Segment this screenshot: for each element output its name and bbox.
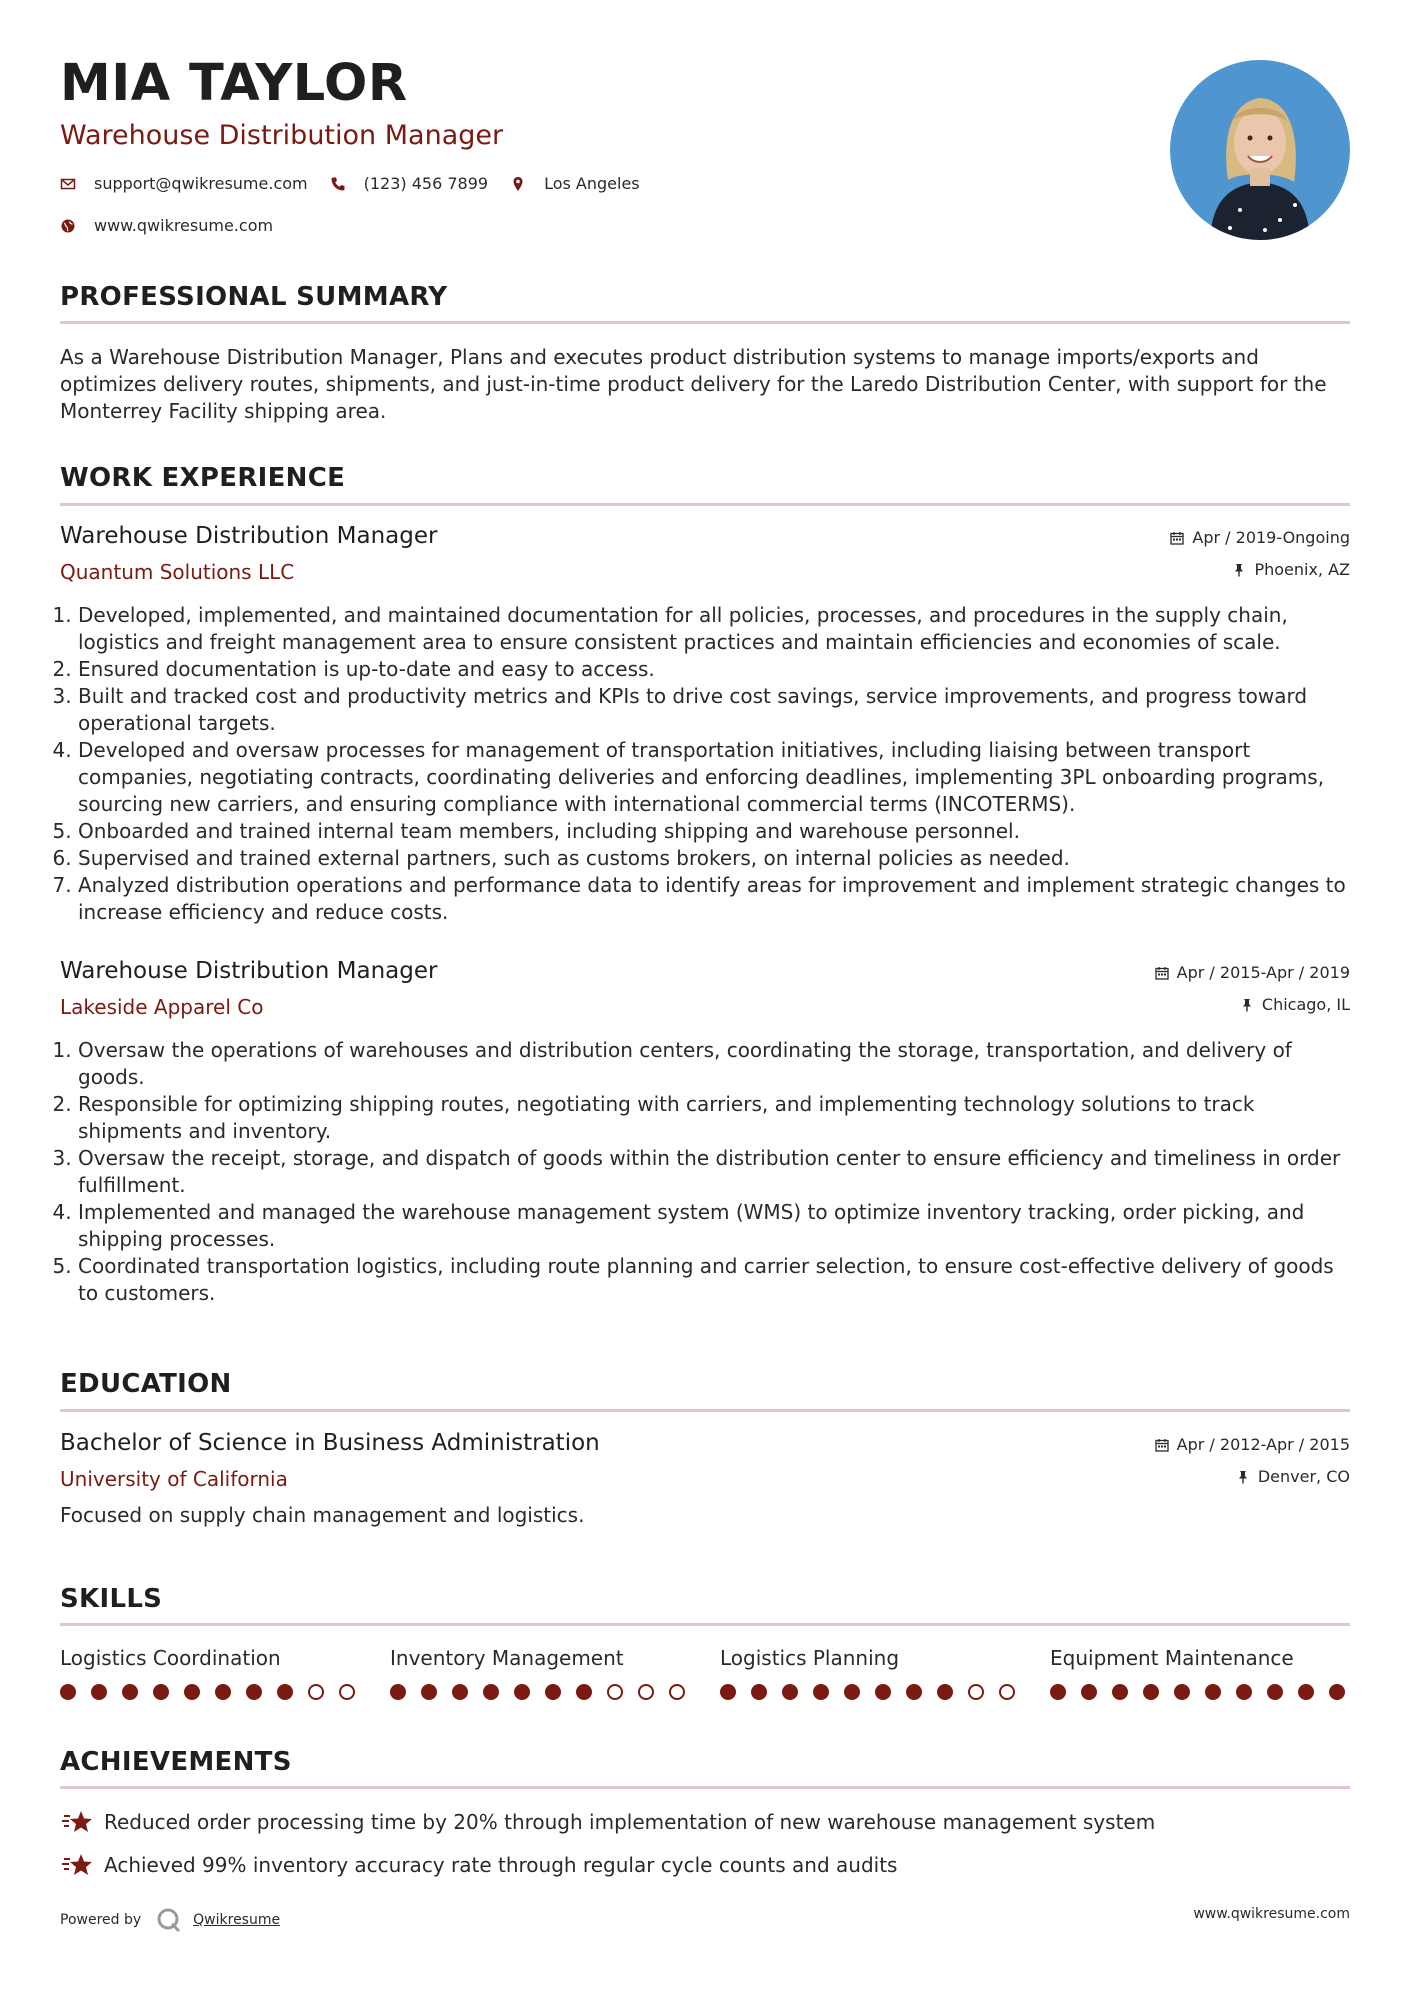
list-item: 7. Analyzed distribution operations and performance data to identify areas for improvement and implement strategic changes to increase efficiency and reduce costs. xyxy=(78,872,1350,926)
powered-by-label: Powered by xyxy=(60,1912,142,1928)
job-company: Lakeside Apparel Co xyxy=(60,995,264,1019)
rating-dot-filled xyxy=(1143,1684,1159,1700)
rating-dot-filled xyxy=(483,1684,499,1700)
rating-dot-filled xyxy=(751,1684,767,1700)
calendar-icon xyxy=(1155,966,1169,980)
job-dates xyxy=(1170,528,1350,547)
list-item: 6. Supervised and trained external partners, such as customs brokers, on internal policies as needed. xyxy=(78,845,1350,872)
resume-page xyxy=(60,0,1350,1990)
website-row xyxy=(60,216,295,235)
section-title-education: EDUCATION xyxy=(60,1369,232,1399)
star-award-icon xyxy=(60,1808,94,1836)
rating-dot-filled xyxy=(906,1684,922,1700)
section-divider xyxy=(60,1409,1350,1412)
list-item: 4. Developed and oversaw processes for management of transportation initiatives, including liaising between transport companies, negotiating contracts, coordinating deliveries and enforcing deadlines, implementing 3PL onboarding programs, sourcing new carriers, and ensuring compliance with international commercial terms (INCOTERMS). xyxy=(78,737,1350,818)
rating-dot-filled xyxy=(844,1684,860,1700)
list-item: 5. Coordinated transportation logistics, including route planning and carrier selection, to ensure cost-effective delivery of goods to customers. xyxy=(78,1253,1350,1307)
skill-item xyxy=(720,1646,1020,1670)
brand-link[interactable]: Qwikresume xyxy=(193,1912,281,1928)
education-location-text: Denver, CO xyxy=(1257,1467,1350,1486)
list-item: 2. Ensured documentation is up-to-date and easy to access. xyxy=(78,656,1350,683)
calendar-icon xyxy=(1170,531,1184,545)
skill-name: Logistics Coordination xyxy=(60,1646,281,1670)
rating-dot-filled xyxy=(1298,1684,1314,1700)
rating-dot-filled xyxy=(1236,1684,1252,1700)
envelope-icon xyxy=(60,176,76,192)
section-divider xyxy=(60,1623,1350,1626)
section-divider xyxy=(60,1786,1350,1789)
candidate-title: Warehouse Distribution Manager xyxy=(60,120,504,151)
list-item: 3. Oversaw the receipt, storage, and dispatch of goods within the distribution center to ensure efficiency and timeliness in order fulfillment. xyxy=(78,1145,1350,1199)
section-title-summary: PROFESSIONAL SUMMARY xyxy=(60,282,448,312)
job-bullets xyxy=(60,1037,1350,1307)
skill-name: Equipment Maintenance xyxy=(1050,1646,1294,1670)
job-role: Warehouse Distribution Manager xyxy=(60,958,438,984)
qwikresume-logo-icon xyxy=(155,1906,183,1934)
section-title-achievements: ACHIEVEMENTS xyxy=(60,1747,292,1777)
skill-rating xyxy=(60,1684,370,1700)
job-role: Warehouse Distribution Manager xyxy=(60,523,438,549)
phone-icon xyxy=(330,176,346,192)
section-title-experience: WORK EXPERIENCE xyxy=(60,463,346,493)
rating-dot-empty xyxy=(339,1684,355,1700)
education-dates-text: Apr / 2012-Apr / 2015 xyxy=(1176,1435,1350,1454)
rating-dot-filled xyxy=(1174,1684,1190,1700)
rating-dot-filled xyxy=(720,1684,736,1700)
education-location xyxy=(1236,1467,1350,1486)
rating-dot-empty xyxy=(669,1684,685,1700)
job-location xyxy=(1232,560,1350,579)
skill-name: Logistics Planning xyxy=(720,1646,900,1670)
job-location-text: Phoenix, AZ xyxy=(1254,560,1350,579)
skill-rating xyxy=(1050,1684,1360,1700)
footer-website-text: www.qwikresume.com xyxy=(1193,1906,1350,1922)
rating-dot-filled xyxy=(782,1684,798,1700)
location-text: Los Angeles xyxy=(544,174,640,193)
section-title-skills: SKILLS xyxy=(60,1584,163,1614)
job-dates xyxy=(1155,963,1350,982)
contact-phone[interactable] xyxy=(330,174,488,193)
phone-text: (123) 456 7899 xyxy=(363,174,489,193)
website-text: www.qwikresume.com xyxy=(94,216,274,235)
rating-dot-filled xyxy=(875,1684,891,1700)
rating-dot-filled xyxy=(1267,1684,1283,1700)
job-dates-text: Apr / 2015-Apr / 2019 xyxy=(1176,963,1350,982)
job-dates-text: Apr / 2019-Ongoing xyxy=(1192,528,1350,547)
job-location xyxy=(1240,995,1350,1014)
rating-dot-filled xyxy=(421,1684,437,1700)
rating-dot-filled xyxy=(813,1684,829,1700)
rating-dot-filled xyxy=(1112,1684,1128,1700)
rating-dot-filled xyxy=(122,1684,138,1700)
rating-dot-filled xyxy=(153,1684,169,1700)
achievement-text: Reduced order processing time by 20% through implementation of new warehouse management system xyxy=(104,1810,1156,1834)
rating-dot-filled xyxy=(246,1684,262,1700)
list-item: 4. Implemented and managed the warehouse management system (WMS) to optimize inventory tracking, order picking, and shipping processes. xyxy=(78,1199,1350,1253)
skill-rating xyxy=(720,1684,1030,1700)
rating-dot-empty xyxy=(308,1684,324,1700)
list-item: 2. Responsible for optimizing shipping routes, negotiating with carriers, and implementing technology solutions to track shipments and inventory. xyxy=(78,1091,1350,1145)
skill-rating xyxy=(390,1684,700,1700)
list-item: 5. Onboarded and trained internal team members, including shipping and warehouse personnel. xyxy=(78,818,1350,845)
rating-dot-empty xyxy=(999,1684,1015,1700)
rating-dot-filled xyxy=(60,1684,76,1700)
rating-dot-filled xyxy=(1329,1684,1345,1700)
map-pin-icon xyxy=(510,176,526,192)
rating-dot-filled xyxy=(1081,1684,1097,1700)
pushpin-icon xyxy=(1240,998,1254,1012)
skill-item xyxy=(1050,1646,1350,1670)
rating-dot-filled xyxy=(390,1684,406,1700)
list-item: 1. Developed, implemented, and maintained documentation for all policies, processes, and procedures in the supply chain, logistics and freight management area to ensure consistent practices and maintain efficiencies and economies of scale. xyxy=(78,602,1350,656)
skills-list xyxy=(60,1646,1350,1706)
rating-dot-filled xyxy=(184,1684,200,1700)
education-school: University of California xyxy=(60,1467,288,1491)
avatar xyxy=(1170,60,1350,240)
education-description: Focused on supply chain management and logistics. xyxy=(60,1503,585,1527)
profile-photo xyxy=(1170,60,1350,240)
achievement-item xyxy=(60,1851,897,1879)
education-degree: Bachelor of Science in Business Administration xyxy=(60,1430,600,1456)
contact-email[interactable] xyxy=(60,174,308,193)
rating-dot-filled xyxy=(937,1684,953,1700)
rating-dot-filled xyxy=(576,1684,592,1700)
job-bullets xyxy=(60,602,1350,926)
skill-item xyxy=(60,1646,360,1670)
rating-dot-filled xyxy=(452,1684,468,1700)
candidate-name: MIA TAYLOR xyxy=(60,54,408,113)
summary-text: As a Warehouse Distribution Manager, Plans and executes product distribution systems to manage imports/exports and optimizes delivery routes, shipments, and just-in-time product delivery for the Laredo Distribution Center, with support for the Monterrey Facility shipping area. xyxy=(60,345,1327,423)
star-award-icon xyxy=(60,1851,94,1879)
rating-dot-filled xyxy=(514,1684,530,1700)
pushpin-icon xyxy=(1236,1470,1250,1484)
skill-item xyxy=(390,1646,690,1670)
email-text: support@qwikresume.com xyxy=(94,174,308,193)
rating-dot-filled xyxy=(545,1684,561,1700)
list-item: 1. Oversaw the operations of warehouses and distribution centers, coordinating the storage, transportation, and delivery of goods. xyxy=(78,1037,1350,1091)
rating-dot-empty xyxy=(638,1684,654,1700)
rating-dot-filled xyxy=(277,1684,293,1700)
section-divider xyxy=(60,503,1350,506)
rating-dot-empty xyxy=(968,1684,984,1700)
list-item: 3. Built and tracked cost and productivity metrics and KPIs to drive cost savings, service improvements, and progress toward operational targets. xyxy=(78,683,1350,737)
achievement-item xyxy=(60,1808,1155,1836)
footer-website[interactable] xyxy=(1193,1906,1350,1922)
job-company: Quantum Solutions LLC xyxy=(60,560,295,584)
section-divider xyxy=(60,321,1350,324)
job-location-text: Chicago, IL xyxy=(1261,995,1350,1014)
education-dates xyxy=(1155,1435,1350,1454)
globe-icon xyxy=(60,218,76,234)
contact-row xyxy=(60,174,662,193)
rating-dot-filled xyxy=(1205,1684,1221,1700)
footer-branding xyxy=(60,1906,280,1934)
skill-name: Inventory Management xyxy=(390,1646,624,1670)
rating-dot-filled xyxy=(215,1684,231,1700)
calendar-icon xyxy=(1155,1438,1169,1452)
rating-dot-filled xyxy=(1050,1684,1066,1700)
rating-dot-filled xyxy=(91,1684,107,1700)
rating-dot-empty xyxy=(607,1684,623,1700)
contact-location xyxy=(510,174,640,193)
achievement-text: Achieved 99% inventory accuracy rate through regular cycle counts and audits xyxy=(104,1853,898,1877)
contact-website[interactable] xyxy=(60,216,273,235)
pushpin-icon xyxy=(1232,563,1246,577)
